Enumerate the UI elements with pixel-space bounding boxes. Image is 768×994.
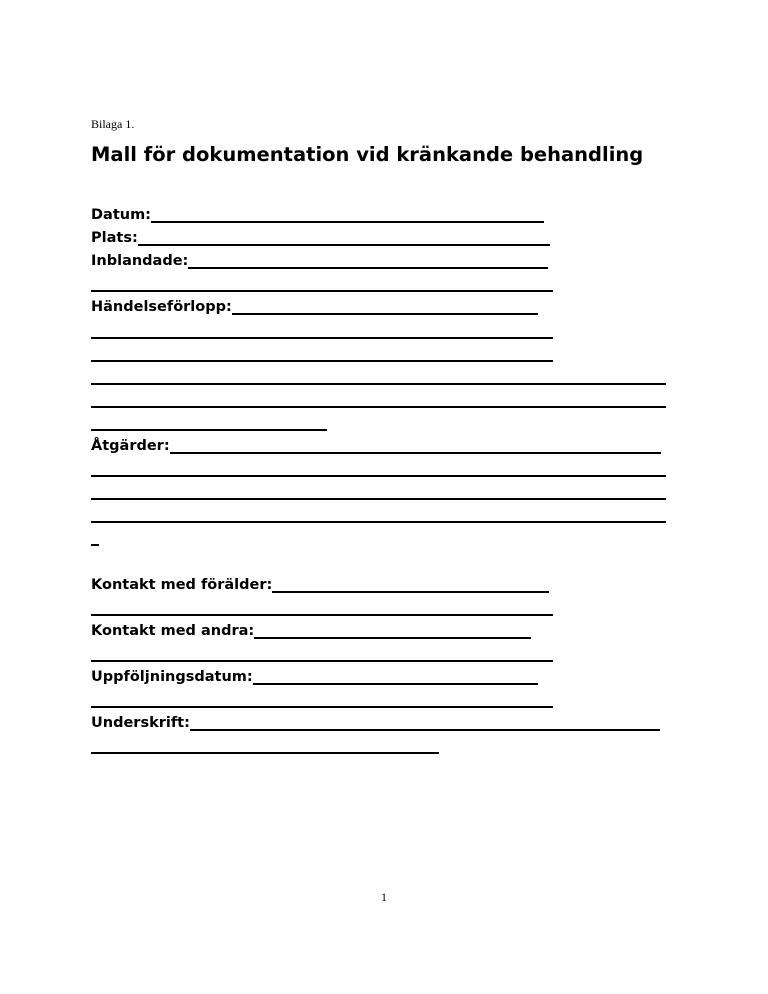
underskrift-input-line[interactable]	[190, 729, 660, 731]
field-row-kontakt-andra	[91, 620, 666, 643]
page-title: Mall för dokumentation vid kränkande behandling	[91, 143, 644, 166]
uppfoljningsdatum-input-line[interactable]	[253, 683, 538, 685]
kontakt-foralder-label: Kontakt med förälder:	[91, 576, 273, 593]
atgarder-continuation-line[interactable]	[91, 475, 666, 477]
continuation-line-row	[91, 527, 666, 550]
inblandade-label: Inblandade:	[91, 253, 189, 270]
underskrift-continuation-line[interactable]	[91, 752, 439, 754]
datum-label: Datum:	[91, 207, 151, 224]
plats-input-line[interactable]	[138, 244, 550, 246]
handelseforlopp-continuation-line[interactable]	[91, 360, 553, 362]
continuation-line-row	[91, 458, 666, 481]
field-row-inblandade	[91, 250, 666, 273]
report-form	[91, 204, 666, 758]
field-row-underskrift	[91, 712, 666, 735]
continuation-line-row	[91, 319, 666, 342]
kontakt-andra-continuation-line[interactable]	[91, 660, 553, 662]
handelseforlopp-continuation-line[interactable]	[91, 337, 553, 339]
continuation-line-row	[91, 504, 666, 527]
plats-label: Plats:	[91, 230, 138, 247]
kontakt-foralder-continuation-line[interactable]	[91, 614, 553, 616]
field-row-datum	[91, 204, 666, 227]
continuation-line-row	[91, 689, 666, 712]
field-row-plats	[91, 227, 666, 250]
continuation-line-row	[91, 273, 666, 296]
continuation-line-row	[91, 481, 666, 504]
inblandade-input-line[interactable]	[188, 267, 548, 269]
handelseforlopp-label: Händelseförlopp:	[91, 299, 232, 316]
kontakt-foralder-input-line[interactable]	[272, 591, 549, 593]
field-row-uppfoljningsdatum	[91, 666, 666, 689]
field-row-handelseforlopp	[91, 296, 666, 319]
continuation-line-row	[91, 412, 666, 435]
underskrift-label: Underskrift:	[91, 715, 190, 732]
continuation-line-row	[91, 389, 666, 412]
field-row-atgarder	[91, 435, 666, 458]
kontakt-andra-label: Kontakt med andra:	[91, 622, 255, 639]
handelseforlopp-continuation-line[interactable]	[91, 429, 327, 431]
continuation-line-row	[91, 643, 666, 666]
field-row-kontakt-foralder	[91, 574, 666, 597]
handelseforlopp-continuation-line[interactable]	[91, 406, 666, 408]
kontakt-andra-input-line[interactable]	[254, 637, 531, 639]
atgarder-continuation-line[interactable]	[91, 521, 666, 523]
continuation-line-row	[91, 343, 666, 366]
appendix-label: Bilaga 1.	[91, 117, 135, 131]
page-number: 1	[381, 890, 387, 904]
datum-input-line[interactable]	[151, 221, 544, 223]
atgarder-input-line[interactable]	[170, 452, 661, 454]
inblandade-continuation-line[interactable]	[91, 290, 553, 292]
handelseforlopp-continuation-line[interactable]	[91, 383, 666, 385]
continuation-line-row	[91, 735, 666, 758]
continuation-line-row	[91, 597, 666, 620]
atgarder-label: Åtgärder:	[91, 438, 170, 455]
atgarder-continuation-line[interactable]	[91, 498, 666, 500]
atgarder-continuation-line[interactable]	[91, 544, 99, 546]
continuation-line-row	[91, 366, 666, 389]
uppfoljningsdatum-continuation-line[interactable]	[91, 706, 553, 708]
handelseforlopp-input-line[interactable]	[232, 313, 538, 315]
uppfoljningsdatum-label: Uppföljningsdatum:	[91, 668, 253, 685]
spacer-row	[91, 550, 666, 573]
